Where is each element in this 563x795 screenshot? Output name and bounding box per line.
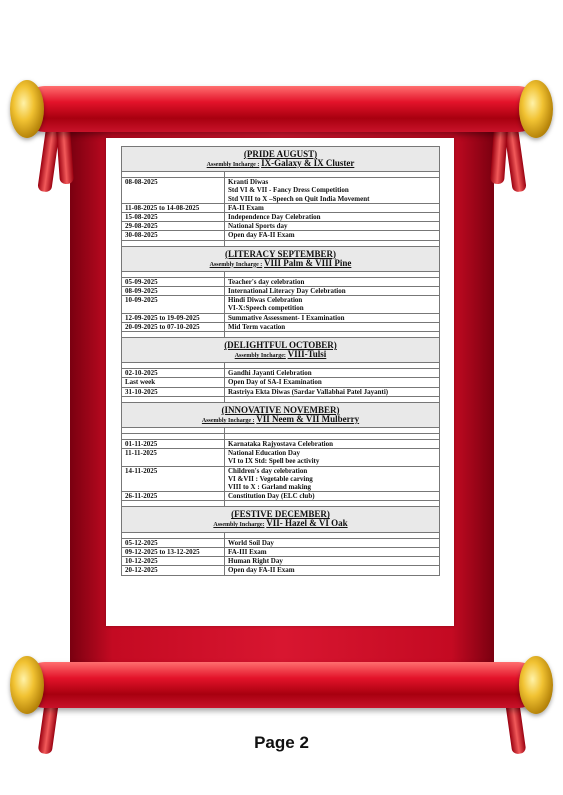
event-row [122,222,440,231]
event-date: 05-09-2025 [122,277,225,286]
event-date: 02-10-2025 [122,369,225,378]
event-description [225,387,440,396]
event-line: VI-X:Speech competition [228,304,304,313]
event-description [225,369,440,378]
scroll-roll-cap [10,656,44,714]
event-row [122,387,440,396]
assembly-incharge-label: Assembly Incharge : [201,417,255,424]
event-row [122,287,440,296]
event-row [122,378,440,387]
event-description [225,547,440,556]
event-description [225,378,440,387]
event-line: Constitution Day (ELC club) [228,492,315,501]
assembly-incharge-label: Assembly Incharge: [213,522,265,529]
event-line: Independence Day Celebration [228,213,321,222]
event-line: VI to IX Std: Spell bee activity [228,457,320,466]
scroll-roll-cap [10,80,44,138]
month-header [122,507,440,532]
event-date: Last week [122,378,225,387]
event-date: 09-12-2025 to 13-12-2025 [122,547,225,556]
event-date: 26-11-2025 [122,492,225,501]
event-description [225,538,440,547]
month-header [122,402,440,427]
event-line: National Education Day [228,449,300,458]
scroll-ribbon [490,126,508,185]
event-description [225,296,440,313]
event-row [122,277,440,286]
event-date: 11-08-2025 to 14-08-2025 [122,203,225,212]
event-description [225,313,440,322]
event-line: VI &VII : Vegetable carving [228,474,313,483]
event-line: Open day FA-II Exam [228,566,295,575]
month-title: (DELIGHTFUL OCTOBER) [224,340,337,351]
event-date: 08-09-2025 [122,287,225,296]
event-line: National Sports day [228,222,288,231]
event-description [225,178,440,204]
event-date: 05-12-2025 [122,538,225,547]
event-description [225,222,440,231]
assembly-incharge-value: VII Neem & VII Mulberry [256,413,360,424]
scroll-top-roll [22,86,541,132]
assembly-incharge-value: IX-Galaxy & IX Cluster [261,158,355,168]
assembly-incharge-label: Assembly Incharge: [234,353,286,360]
event-description [225,466,440,492]
month-title: (INNOVATIVE NOVEMBER) [221,404,340,415]
event-line: Karnataka Rajyostava Celebration [228,440,333,449]
assembly-incharge-value: VIII Palm & VIII Pine [264,257,352,268]
event-line: Human Right Day [228,557,283,566]
event-date: 31-10-2025 [122,387,225,396]
event-description [225,203,440,212]
event-line: Teacher's day celebration [228,277,305,286]
event-description [225,213,440,222]
event-description [225,231,440,240]
event-date: 20-12-2025 [122,566,225,575]
event-description [225,566,440,575]
event-line: Mid Term vacation [228,322,286,331]
event-line: Std VI & VII - Fancy Dress Competition [228,186,349,195]
event-row [122,203,440,212]
event-row [122,449,440,466]
event-date: 11-11-2025 [122,449,225,466]
month-title: (PRIDE AUGUST) [243,149,318,159]
event-line: Open Day of SA-I Examination [228,378,322,387]
event-line: World Soil Day [228,538,274,547]
event-description [225,449,440,466]
event-row [122,322,440,331]
event-date: 29-08-2025 [122,222,225,231]
scroll-roll-cap [519,80,553,138]
event-line: Open day FA-II Exam [228,231,295,240]
scroll-bottom-roll [22,662,541,708]
event-line: FA-II Exam [228,203,264,212]
event-date: 14-11-2025 [122,466,225,492]
event-line: Children's day celebration [228,466,308,475]
event-row [122,231,440,240]
event-description [225,492,440,501]
event-date: 15-08-2025 [122,213,225,222]
event-row [122,296,440,313]
page-number: Page 2 [254,733,309,752]
event-row [122,369,440,378]
event-line: Gandhi Jayanti Celebration [228,369,312,378]
event-line: International Literacy Day Celebration [228,287,346,296]
event-row [122,566,440,575]
assembly-incharge-label: Assembly Incharge : [206,162,260,168]
event-description [225,440,440,449]
event-line: Rastriya Ekta Diwas (Sardar Vallabhai Patel Jayanti) [228,387,389,396]
assembly-incharge-value: VII- Hazel & VI Oak [266,518,348,529]
event-description [225,322,440,331]
event-date: 30-08-2025 [122,231,225,240]
month-header [122,246,440,271]
event-date: 20-09-2025 to 07-10-2025 [122,322,225,331]
event-row [122,547,440,556]
event-line: Hindi Diwas Celebration [228,296,303,305]
event-row [122,440,440,449]
event-date: 10-12-2025 [122,557,225,566]
month-title: (LITERACY SEPTEMBER) [225,248,336,259]
event-line: Summative Assessment- I Examination [228,313,345,322]
month-header [122,338,440,363]
event-description [225,287,440,296]
event-row [122,178,440,204]
assembly-incharge-label: Assembly Incharge : [209,261,263,268]
event-date: 01-11-2025 [122,440,225,449]
event-row [122,492,440,501]
calendar-table [121,146,440,576]
event-line: VIII to X : Garland making [228,483,312,492]
month-header [122,147,440,172]
event-line: Kranti Diwas [228,178,269,187]
event-description [225,277,440,286]
event-line: FA-III Exam [228,547,267,556]
event-description [225,557,440,566]
event-date: 08-08-2025 [122,178,225,204]
event-row [122,466,440,492]
event-date: 12-09-2025 to 19-09-2025 [122,313,225,322]
event-date: 10-09-2025 [122,296,225,313]
month-title: (FESTIVE DECEMBER) [231,509,330,520]
event-line: Std VIII to X –Speech on Quit India Movement [228,194,370,203]
event-row [122,213,440,222]
scroll-roll-cap [519,656,553,714]
event-row [122,313,440,322]
event-row [122,538,440,547]
event-row [122,557,440,566]
assembly-incharge-value: VIII-Tulsi [287,349,327,360]
